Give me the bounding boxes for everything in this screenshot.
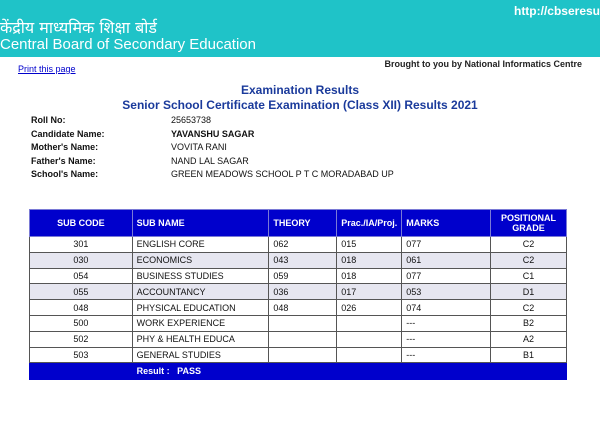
grade-cell: C2 [491,300,567,316]
marks-cell: 061 [402,252,491,268]
page-heading: Examination Results [240,83,360,97]
marks-cell: 074 [402,300,491,316]
roll-label: Roll No: [31,115,66,125]
marks-cell: 077 [402,268,491,284]
grade-cell: C1 [491,268,567,284]
table-header-row [30,210,567,237]
sub-code-cell: 055 [30,284,133,300]
site-url: http://cbseresu [513,4,600,18]
mother-label: Mother's Name: [31,142,99,153]
grade-cell: B1 [491,347,567,363]
table-row [30,252,567,268]
theory-cell [269,315,337,331]
brought-by-text: Brought to you by National Informatics Centre [384,59,582,69]
board-title: Central Board of Secondary Education [0,36,256,53]
sub-code-cell: 500 [30,315,133,331]
grade-cell: C2 [491,237,567,253]
sub-name-cell: BUSINESS STUDIES [132,268,269,284]
theory-cell: 059 [269,268,337,284]
result-text: Result : PASS [132,363,566,380]
theory-cell: 036 [269,284,337,300]
mother-value: VOVITA RANI [171,142,227,153]
marks-cell: --- [402,315,491,331]
prac-cell: 017 [337,284,402,300]
col-grade: POSITIONAL GRADE [491,210,567,237]
theory-cell [269,347,337,363]
col-prac: Prac./IA/Proj. [337,210,402,237]
sub-name-cell: PHYSICAL EDUCATION [132,300,269,316]
sub-code-cell: 054 [30,268,133,284]
table-row [30,315,567,331]
sub-code-cell: 048 [30,300,133,316]
prac-cell [337,331,402,347]
result-row [30,363,567,380]
table-row [30,300,567,316]
prac-cell: 015 [337,237,402,253]
grade-cell: C2 [491,252,567,268]
father-value: NAND LAL SAGAR [171,155,249,166]
father-label: Father's Name: [31,155,96,166]
sub-code-cell: 301 [30,237,133,253]
theory-cell: 043 [269,252,337,268]
roll-value: 25653738 [171,115,212,125]
theory-cell: 048 [269,300,337,316]
candidate-label: Candidate Name: [31,128,105,139]
col-sub-name: SUB NAME [132,210,269,237]
sub-name-cell: ENGLISH CORE [132,237,269,253]
table-row [30,237,567,253]
student-info [31,114,394,182]
sub-code-cell: 502 [30,331,133,347]
col-marks: MARKS [402,210,491,237]
page-subheading: Senior School Certificate Examination (Class XII) Results 2021 [122,98,478,112]
prac-cell: 018 [337,268,402,284]
grade-cell: A2 [491,331,567,347]
table-row [30,268,567,284]
sub-code-cell: 503 [30,347,133,363]
table-row [30,347,567,363]
prac-cell [337,315,402,331]
candidate-value: YAVANSHU SAGAR [171,128,255,139]
sub-name-cell: PHY & HEALTH EDUCA [132,331,269,347]
table-row [30,284,567,300]
sub-name-cell: WORK EXPERIENCE [132,315,269,331]
prac-cell: 018 [337,252,402,268]
col-sub-code: SUB CODE [30,210,133,237]
marks-cell: --- [402,331,491,347]
print-page-link[interactable]: Print this page [18,64,76,74]
col-theory: THEORY [269,210,337,237]
school-label: School's Name: [31,169,99,180]
table-row [30,331,567,347]
grade-cell: B2 [491,315,567,331]
site-header [0,0,600,57]
school-value: GREEN MEADOWS SCHOOL P T C MORADABAD UP [171,169,394,180]
sub-name-cell: ECONOMICS [132,252,269,268]
sub-name-cell: ACCOUNTANCY [132,284,269,300]
theory-cell: 062 [269,237,337,253]
marks-cell: 053 [402,284,491,300]
prac-cell [337,347,402,363]
marks-cell: 077 [402,237,491,253]
prac-cell: 026 [337,300,402,316]
sub-name-cell: GENERAL STUDIES [132,347,269,363]
grade-cell: D1 [491,284,567,300]
marks-table [29,209,567,380]
sub-code-cell: 030 [30,252,133,268]
marks-cell: --- [402,347,491,363]
theory-cell [269,331,337,347]
result-spacer [30,363,133,380]
board-title-hindi: केंद्रीय माध्यमिक शिक्षा बोर्ड [0,18,157,37]
